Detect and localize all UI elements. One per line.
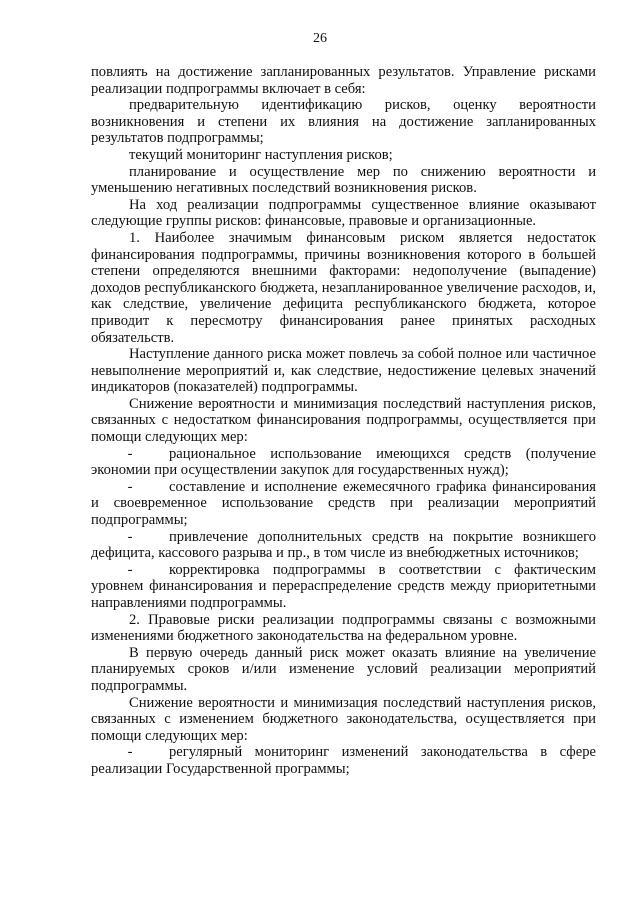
paragraph-legal-measures-intro: Снижение вероятности и минимизация последствий наступления рисков, связанных с изменением бюджетного законодательства, осуществляется при помощи следующих мер: (91, 694, 596, 744)
paragraph-risk-groups: На ход реализации подпрограммы существенное влияние оказывают следующие группы рисков: финансовые, правовые и организационные. (91, 196, 596, 230)
bullet-dash: - (127, 561, 133, 578)
paragraph-risk-mitigation: планирование и осуществление мер по снижению вероятности и уменьшению негативных последствий возникновения рисков. (91, 163, 596, 197)
list-item-legal-measure (91, 744, 596, 777)
bullet-dash: - (127, 528, 133, 545)
paragraph-financial-risk: 1. Наиболее значимым финансовым риском является недостаток финансирования подпрограммы, причины возникновения которого в большей степени определяются внешними факторами: недополучение (выпадение) доходов республиканского бюджета, незапланированное увеличение расходов, и, как следствие, увеличение дефицита республиканского бюджета, которое приводит к пересмотру финансирования ранее принятых расходных обязательств. (91, 229, 596, 346)
list-item-text: привлечение дополнительных средств на покрытие возникшего дефицита, кассового разрыва и пр., в том числе из внебюджетных источников; (91, 528, 596, 562)
paragraph-risk-consequences: Наступление данного риска может повлечь за собой полное или частичное невыполнение мероприятий и, как следствие, недостижение целевых значений индикаторов (показателей) подпрограммы. (91, 346, 596, 396)
list-item-text: регулярный мониторинг изменений законодательства в сфере реализации Государственной программы; (91, 744, 596, 777)
bullet-dash: - (127, 445, 133, 462)
paragraph-legal-impact: В первую очередь данный риск может оказать влияние на увеличение планируемых сроков и/или изменение условий реализации мероприятий подпрограммы. (91, 644, 596, 694)
paragraph-risk-monitoring: текущий мониторинг наступления рисков; (129, 146, 393, 163)
paragraph-continuation: повлиять на достижение запланированных результатов. Управление рисками реализации подпрограммы включает в себя: (91, 64, 596, 97)
bullet-dash: - (127, 744, 133, 761)
page-number: 26 (313, 31, 327, 46)
bullet-dash: - (127, 478, 133, 495)
list-item-text: рациональное использование имеющихся средств (получение экономии при осуществлении закупок для государственных нужд); (91, 445, 596, 479)
paragraph-legal-risk: 2. Правовые риски реализации подпрограммы связаны с возможными изменениями бюджетного законодательства на федеральном уровне. (91, 611, 596, 645)
paragraph-risk-identification: предварительную идентификацию рисков, оценку вероятности возникновения и степени их влияния на достижение запланированных результатов подпрограммы; (91, 97, 596, 147)
list-item-text: корректировка подпрограммы в соответствии с фактическим уровнем финансирования и перераспределение средств между приоритетными направлениями подпрограммы. (91, 561, 596, 611)
paragraph-financial-measures-intro: Снижение вероятности и минимизация последствий наступления рисков, связанных с недостатком финансирования подпрограммы, осуществляется при помощи следующих мер: (91, 395, 596, 446)
list-item-financial-measure (91, 529, 596, 562)
list-item-text: составление и исполнение ежемесячного графика финансирования и своевременное использование средств при реализации мероприятий подпрограммы; (91, 478, 596, 529)
list-item-financial-measure (91, 446, 596, 479)
list-item-financial-measure (91, 562, 596, 612)
document-body (91, 64, 596, 778)
list-item-financial-measure (91, 479, 596, 529)
